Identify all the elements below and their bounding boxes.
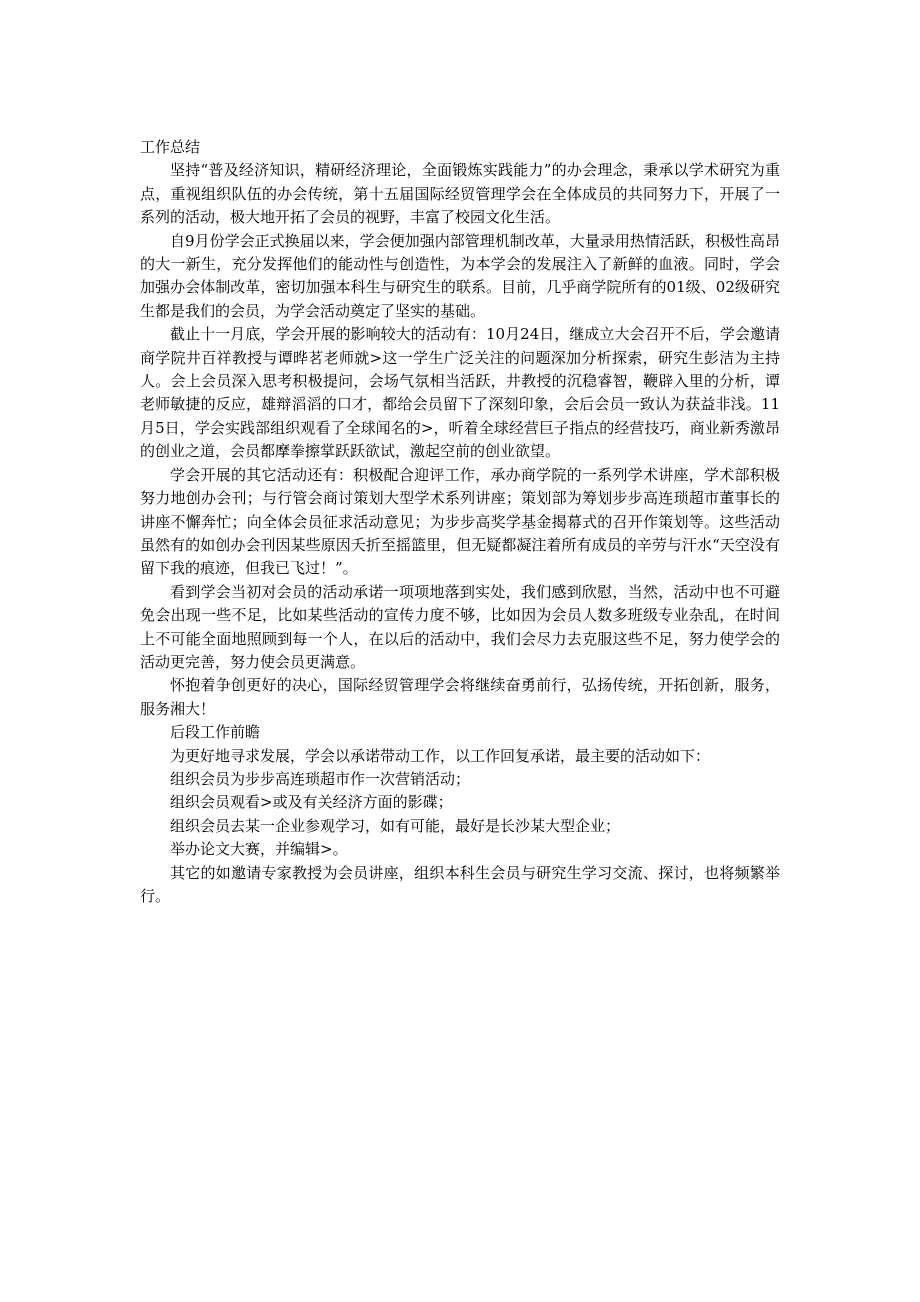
- paragraph-activities: 截止十一月底，学会开展的影响较大的活动有：10月24日，继成立大会召开不后，学会邀请商学院井百祥教授与谭晔茗老师就>这一学生广泛关注的问题深加分析探索，研究生彭洁为主持人。会上会员深入思考积极提问，会场气氛相当活跃，井教授的沉稳睿智，鞭辟入里的分析，谭老师敏捷的反应，雄辩滔滔的口才，都给会员留下了深刻印象，会后会员一致认为获益非浅。11月5日，学会实践部组织观看了全球闻名的>，听着全球经营巨子指点的经营技巧，商业新秀激昂的创业之道，会员都摩拳擦掌跃跃欲试，激起空前的创业欲望。: [140, 325, 780, 461]
- list-item: 组织会员为步步高连琐超市作一次营销活动；: [170, 769, 471, 788]
- document-body: [140, 136, 780, 908]
- list-item: 组织会员去某一企业参观学习，如有可能，最好是长沙某大型企业；: [170, 816, 621, 835]
- paragraph-other-activities: 学会开展的其它活动还有：积极配合迎评工作，承办商学院的一系列学术讲座，学术部积极努力地创办会刊；与行管会商讨策划大型学术系列讲座；策划部为筹划步步高连琐超市董事长的讲座不懈奔忙；向全体会员征求活动意见；为步步高奖学基金揭幕式的召开作策划等。这些活动虽然有的如创办会刊因某些原因夭折至摇篮里，但无疑都凝注着所有成员的辛劳与汗水“天空没有留下我的痕迹，但我已飞过！”。: [140, 465, 780, 578]
- document-title: 工作总结: [140, 138, 201, 156]
- paragraph-closing: 其它的如邀请专家教授为会员讲座，组织本科生会员与研究生学习交流、探讨，也将频繁举行。: [140, 863, 780, 905]
- paragraph-outlook-intro: 为更好地寻求发展，学会以承诺带动工作，以工作回复承诺，最主要的活动如下：: [170, 746, 711, 765]
- paragraph-resolve: 怀抱着争创更好的决心，国际经贸管理学会将继续奋勇前行，弘扬传统，开拓创新，服务，服务湘大！: [140, 676, 780, 718]
- section-heading-outlook: 后段工作前瞻: [170, 723, 261, 742]
- list-item: 组织会员观看>或及有关经济方面的影碟；: [170, 793, 453, 812]
- paragraph-reflection: 看到学会当初对会员的活动承诺一项项地落到实处，我们感到欣慰，当然，活动中也不可避免会出现一些不足，比如某些活动的宣传力度不够，比如因为会员人数多班级专业杂乱，在时间上不可能全面地照顾到每一个人，在以后的活动中，我们会尽力去克服这些不足，努力使学会的活动更完善，努力使会员更满意。: [140, 582, 780, 671]
- paragraph-intro: 坚持“普及经济知识，精研经济理论，全面锻炼实践能力”的办会理念，秉承以学术研究为重点，重视组织队伍的办会传统，第十五届国际经贸管理学会在全体成员的共同努力下，开展了一系列的活动，极大地开拓了会员的视野，丰富了校园文化生活。: [140, 161, 780, 227]
- list-item: 举办论文大赛，并编辑>。: [170, 840, 348, 859]
- paragraph-reform: 自9月份学会正式换届以来，学会便加强内部管理机制改革，大量录用热情活跃，积极性高昂的大一新生，充分发挥他们的能动性与创造性，为本学会的发展注入了新鲜的血液。同时，学会加强办会体制改革，密切加强本科生与研究生的联系。目前，几乎商学院所有的01级、02级研究生都是我们的会员，为学会活动奠定了坚实的基础。: [140, 231, 780, 320]
